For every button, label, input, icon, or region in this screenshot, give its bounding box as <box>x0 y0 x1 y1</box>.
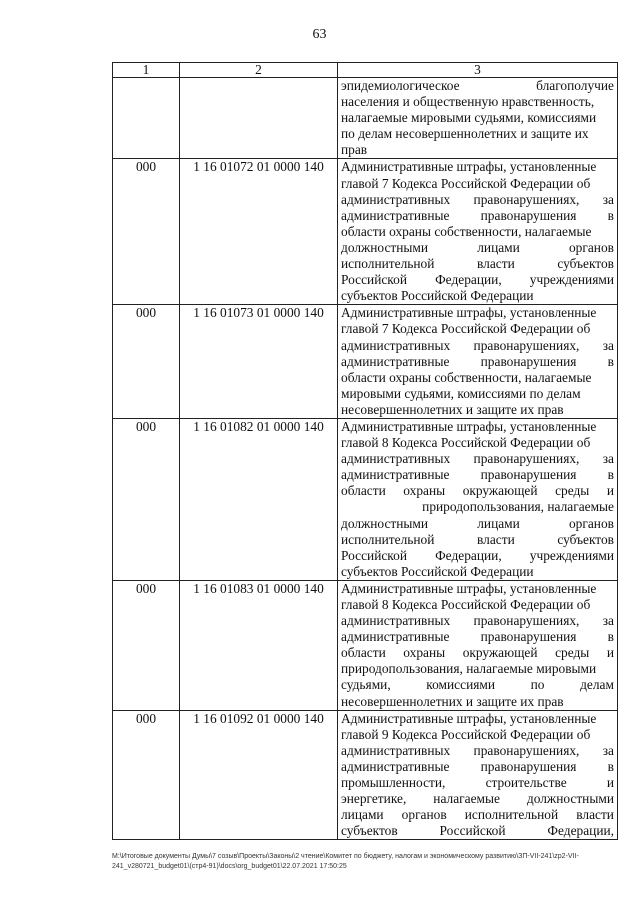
description-word: в <box>607 758 614 774</box>
description-word: правонарушения <box>480 758 577 774</box>
description-line: главой 7 Кодекса Российской Федерации об <box>341 175 591 191</box>
description-word: административные <box>341 467 450 483</box>
table-row <box>113 580 618 710</box>
description-word: за <box>602 191 614 207</box>
description-line <box>341 467 614 483</box>
description-word: исполнительной <box>341 256 435 272</box>
description-cell <box>338 159 618 305</box>
column-header-3: 3 <box>338 63 618 78</box>
footer-line-1: M:\Итоговые документы Думы\7 созыв\Проекты\Законы\2 чтение\Комитет по бюджету, налогам и экономическому развитию\ЗП-VII-241\zp2-VII- <box>112 853 579 860</box>
description-word: исполнительной <box>464 807 559 823</box>
description-word: органов <box>568 515 614 531</box>
description-word: в <box>607 207 614 223</box>
table-row <box>113 159 618 305</box>
description-word: лицами <box>341 807 384 823</box>
description-word: лицами <box>477 239 520 255</box>
description-line <box>341 272 614 288</box>
description-line: несовершеннолетних и защите их прав <box>341 693 564 709</box>
file-path-footer <box>112 852 617 872</box>
description-word: правонарушения <box>480 629 577 645</box>
organization-code-cell: 000 <box>113 159 180 305</box>
description-word: и <box>606 645 614 661</box>
description-line <box>341 516 614 532</box>
description-word: окружающей <box>462 645 538 661</box>
description-word: учреждениями <box>529 272 614 288</box>
description-line <box>341 338 614 354</box>
description-line <box>341 451 614 467</box>
table-row <box>113 305 618 419</box>
description-line: субъектов Российской Федерации <box>341 288 534 304</box>
description-line: населения и общественную нравственность, <box>341 94 595 110</box>
description-line <box>341 208 614 224</box>
description-word: правонарушения <box>480 467 577 483</box>
description-word: эпидемиологическое <box>341 78 460 93</box>
organization-code-cell: 000 <box>113 710 180 840</box>
organization-code-cell <box>113 78 180 159</box>
description-word: в <box>607 353 614 369</box>
description-word: среды <box>555 645 590 661</box>
description-word: охраны <box>403 483 446 499</box>
description-word: исполнительной <box>341 531 435 547</box>
description-line <box>341 807 614 823</box>
description-line: по делам несовершеннолетних и защите их <box>341 126 589 142</box>
description-word: органов <box>401 807 447 823</box>
page-number: 63 <box>312 27 327 42</box>
description-line: Административные штрафы, установленные <box>341 305 597 321</box>
description-word: Федерации, <box>435 272 502 288</box>
description-line: области охраны собственности, налагаемые <box>341 223 592 239</box>
description-word: правонарушениях, <box>473 742 580 758</box>
description-line <box>341 629 614 645</box>
description-line: Административные штрафы, установленные <box>341 159 597 175</box>
description-line: природопользования, налагаемые <box>422 499 614 515</box>
description-line <box>341 192 614 208</box>
description-word: административных <box>341 191 451 207</box>
description-word: правонарушения <box>480 207 577 223</box>
table-row <box>113 710 618 840</box>
description-word: лицами <box>477 515 520 531</box>
description-line: области охраны собственности, налагаемые <box>341 369 592 385</box>
description-word: правонарушениях, <box>473 191 580 207</box>
description-word: и <box>606 483 614 499</box>
description-word: Российской <box>341 272 407 288</box>
description-word: административных <box>341 742 451 758</box>
description-line: природопользования, налагаемые мировыми <box>341 661 597 677</box>
budget-classification-table <box>112 62 618 840</box>
description-word: строительстве <box>485 775 567 791</box>
description-line: Административные штрафы, установленные <box>341 418 597 434</box>
description-word: благополучие <box>536 78 614 93</box>
budget-code-cell: 1 16 01083 01 0000 140 <box>180 580 338 710</box>
budget-code-cell <box>180 78 338 159</box>
description-word: области <box>341 645 386 661</box>
description-word: за <box>602 451 614 467</box>
description-word: органов <box>568 239 614 255</box>
description-word: делам <box>580 677 614 693</box>
description-word: административные <box>341 629 450 645</box>
description-line: главой 9 Кодекса Российской Федерации об <box>341 726 591 742</box>
description-word: власти <box>477 256 515 272</box>
budget-code-cell: 1 16 01072 01 0000 140 <box>180 159 338 305</box>
description-line <box>341 240 614 256</box>
description-word: Российской <box>341 547 407 563</box>
description-word: субъектов <box>557 256 614 272</box>
description-line <box>341 483 614 499</box>
description-line <box>341 759 614 775</box>
description-line <box>341 256 614 272</box>
description-word: должностными <box>341 239 429 255</box>
description-line: Административные штрафы, установленные <box>341 580 597 596</box>
description-line: Административные штрафы, установленные <box>341 710 597 726</box>
organization-code-cell: 000 <box>113 418 180 580</box>
description-line <box>341 354 614 370</box>
budget-code-cell: 1 16 01073 01 0000 140 <box>180 305 338 419</box>
description-cell <box>338 580 618 710</box>
description-line: главой 7 Кодекса Российской Федерации об <box>341 321 591 337</box>
description-line <box>341 548 614 564</box>
description-line <box>341 645 614 661</box>
description-word: должностными <box>341 515 429 531</box>
description-line: несовершеннолетних и защите их прав <box>341 401 564 417</box>
description-line <box>341 532 614 548</box>
description-line: главой 8 Кодекса Российской Федерации об <box>341 435 591 451</box>
column-header-2: 2 <box>180 63 338 78</box>
description-word: за <box>602 613 614 629</box>
description-cell <box>338 418 618 580</box>
description-line <box>341 613 614 629</box>
description-word: правонарушения <box>480 353 577 369</box>
organization-code-cell: 000 <box>113 580 180 710</box>
description-word: области <box>341 483 386 499</box>
description-line <box>341 775 614 791</box>
description-word: охраны <box>403 645 446 661</box>
description-line <box>341 743 614 759</box>
footer-line-2: 241_v280721_budget01\(стр4-91)\docs\org_budget01\22.07.2021 17:50:25 <box>112 863 347 870</box>
table-header-row <box>113 63 618 78</box>
description-word: власти <box>576 807 614 823</box>
description-word: административные <box>341 353 450 369</box>
description-line: мировыми судьями, комиссиями по делам <box>341 385 581 401</box>
description-line <box>341 823 614 839</box>
description-line <box>341 791 614 807</box>
description-word: в <box>607 629 614 645</box>
description-line: субъектов Российской Федерации <box>341 563 534 579</box>
description-word: Российской <box>439 823 506 839</box>
description-word: правонарушениях, <box>473 337 580 353</box>
description-line: прав <box>341 142 368 158</box>
description-word: учреждениями <box>529 547 614 563</box>
description-word: за <box>602 742 614 758</box>
description-word: энергетике, <box>341 791 407 807</box>
description-word: промышленности, <box>341 775 446 791</box>
description-word: субъектов <box>557 531 614 547</box>
description-word: Федерации, <box>547 823 614 839</box>
description-word: субъектов <box>341 823 398 839</box>
budget-code-cell: 1 16 01092 01 0000 140 <box>180 710 338 840</box>
description-word: за <box>602 337 614 353</box>
description-word: среды <box>555 483 590 499</box>
description-cell <box>338 305 618 419</box>
budget-code-cell: 1 16 01082 01 0000 140 <box>180 418 338 580</box>
column-header-1: 1 <box>113 63 180 78</box>
description-word: правонарушениях, <box>473 613 580 629</box>
description-cell <box>338 78 618 159</box>
description-word: должностными <box>526 791 614 807</box>
description-word: власти <box>477 531 515 547</box>
description-word: административные <box>341 758 450 774</box>
description-line <box>341 677 614 693</box>
description-word: судьями, <box>341 677 391 693</box>
description-word: комиссиями <box>426 677 496 693</box>
description-line <box>341 78 614 94</box>
description-word: в <box>607 467 614 483</box>
description-word: окружающей <box>462 483 538 499</box>
description-word: Федерации, <box>435 547 502 563</box>
table-row <box>113 78 618 159</box>
description-word: административные <box>341 207 450 223</box>
description-word: и <box>606 775 614 791</box>
organization-code-cell: 000 <box>113 305 180 419</box>
description-word: административных <box>341 337 451 353</box>
description-word: административных <box>341 451 451 467</box>
description-word: по <box>530 677 545 693</box>
description-word: правонарушениях, <box>473 451 580 467</box>
table-row <box>113 418 618 580</box>
description-line: главой 8 Кодекса Российской Федерации об <box>341 597 591 612</box>
description-line: налагаемые мировыми судьями, комиссиями <box>341 110 597 126</box>
description-word: налагаемые <box>433 791 500 807</box>
description-cell <box>338 710 618 840</box>
description-word: административных <box>341 613 451 629</box>
